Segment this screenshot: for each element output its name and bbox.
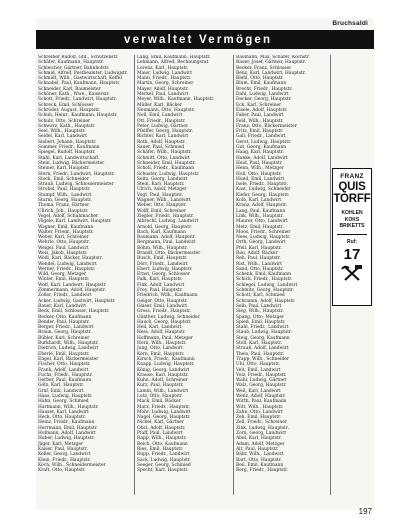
directory-entry: Schuster, Ludwig, Hauptstr.	[137, 171, 200, 177]
directory-entry: Busch, Emil, Hauptstr.	[137, 256, 188, 262]
directory-entry: Hauser, Karl, Landwirt	[38, 409, 89, 415]
ad-line-6: BRIKETTS	[339, 223, 365, 229]
directory-entry: Beck, Emil, Schlosser, Hauptstr.	[38, 309, 110, 315]
directory-entry: Engel, Karl, Bäckermeister	[38, 356, 99, 362]
directory-entry: Bühler, Karl, Schreiner	[38, 335, 90, 341]
ad-phone-number: 17	[343, 246, 361, 264]
directory-entry: Ebert, Ludwig, Hauptstr.	[137, 266, 193, 272]
directory-entry: Biehl, Otto, Hauptstr.	[236, 76, 284, 82]
directory-page	[36, 18, 374, 516]
directory-entry: Ott, Friedr., Hauptstr.	[137, 118, 186, 124]
directory-entry: Lehmann, Alfred, Rechnungsrat	[137, 60, 209, 66]
directory-entry: Bach, Karl, Kaufmann	[137, 229, 186, 235]
directory-entry: Klein, Friedr., Hauptstr.	[38, 457, 91, 463]
directory-entry: Jäger, Karl, Metzger	[38, 441, 84, 447]
directory-entry: Spiegel, Rudolf, Hauptstr.	[38, 150, 96, 156]
directory-entry: Götz, Karl, Hauptstr.	[38, 383, 85, 389]
directory-entry: Bauer, Josef, Gärtner, Hauptstr.	[236, 60, 306, 66]
directory-entry: Bähr, Wilh., Landwirt	[236, 452, 284, 458]
directory-entry: Hanke, Adolf, Landwirt	[236, 155, 288, 161]
directory-entry: Sommer, Friedr., Kaufmann	[38, 145, 100, 151]
directory-entry: Acker, Ludwig, Gastwirt, Hauptstr.	[38, 298, 116, 304]
directory-entry: Reich, Otto, Kaufmann	[137, 441, 188, 447]
directory-entry: Brecht, Friedr., Hauptstr.	[236, 86, 293, 92]
directory-entry: Koch, Wilh., Schneidermeister	[38, 462, 106, 468]
directory-entry: Stahl, Karl, Landwirtschaft	[38, 155, 99, 161]
directory-entry: Mack, Emil, Bäcker	[137, 399, 181, 405]
directory-entry: Keller, Georg, Landwirt	[38, 452, 91, 458]
directory-entry: Stumpf, Wilh., Landwirt	[38, 192, 92, 198]
directory-entry: Marx, Friedr., Hauptstr.	[137, 404, 191, 410]
directory-entry: Fischer, Otto, Hauptstr.	[38, 362, 91, 368]
directory-entry: Maier, Ludwig, Landwirt	[137, 70, 193, 76]
directory-entry: Lamm, Wilh., Landwirt	[137, 388, 189, 394]
directory-entry: Schäfer, Wilh., Hauptstr.	[137, 150, 192, 156]
directory-entry: Stoll, Karl, Hauptstr.	[236, 341, 283, 347]
directory-entry: Orth, Georg, Landwirt	[236, 240, 286, 246]
directory-entry: Weil, Karl, Landwirt	[236, 388, 281, 394]
ad-line-2: QUIS	[338, 181, 366, 193]
directory-entry: Zimmermann, Adolf, Hauptstr.	[38, 288, 106, 294]
page-number: 197	[358, 507, 372, 516]
directory-entry: Hess, Adolf, Hauptstr.	[137, 330, 186, 336]
directory-entry: Nees, Ludwig, Hauptstr.	[236, 235, 291, 241]
directory-entry: Eberle, Emil, Hauptstr.	[38, 351, 90, 357]
publisher-brand: Bruchsaldi	[332, 20, 368, 27]
directory-entry: Thoma, Franz, Gärtner	[38, 203, 90, 209]
directory-entry: Becker, Franz, Schlosser	[236, 65, 292, 71]
directory-entry: Brandt, Otto, Bäckermeister	[137, 250, 201, 256]
directory-entry: Stahl, Friedr., Landwirt	[236, 325, 289, 331]
directory-entry: Herrmann, Emil, Hauptstr.	[38, 425, 98, 431]
directory-entry: Wirth, Paul, Kaufmann	[236, 399, 287, 405]
directory-entry: Dörr, Friedr., Landwirt	[137, 261, 188, 267]
directory-entry: Zell, Friedr., Schreiner	[236, 420, 287, 426]
directory-entry: Wild, Georg, Metzger	[38, 272, 86, 278]
ad-line-7: Ruf:	[347, 238, 357, 245]
directory-entry: Ries, Emil, Hauptstr.	[137, 446, 184, 452]
directory-entry: Zahn, Otto, Landwirt	[236, 409, 283, 415]
directory-entry: Stock, Emil, Schneider	[38, 176, 89, 182]
directory-column-3	[236, 55, 329, 495]
directory-entry: Sieg, Wilh., Hauptstr.	[236, 309, 284, 315]
directory-entry: Straub, Ludwig, Schlossermeister	[38, 182, 114, 188]
directory-entry: Kolb, Karl, Landwirt	[236, 198, 282, 204]
directory-entry: Geiger, Otto, Hauptstr.	[137, 298, 188, 304]
directory-entry: Ulrich, Adolf, Metzger	[137, 187, 187, 193]
directory-entry: Bauer, Karl, Landwirt	[38, 303, 87, 309]
directory-entry: Schott, Karl, Schmied	[236, 293, 285, 299]
ad-rule	[337, 234, 367, 235]
directory-entry: Bart, Otto, Hauptstr.	[236, 457, 282, 463]
directory-entry: Rist, Wilh., Landwirt	[236, 261, 282, 267]
directory-entry: Faber, Paul, Landwirt	[236, 113, 284, 119]
directory-entry: Sauer, Paul, Schmied	[137, 145, 185, 151]
directory-entry: Abel, Karl, Hauptstr.	[236, 436, 282, 442]
directory-entry: Gall, Friedr., Landwirt	[236, 134, 286, 140]
directory-entry: Wahl, Ludwig, Gärtner	[236, 378, 287, 384]
directory-entry: Sturm, Georg, Hauptstr.	[38, 198, 92, 204]
directory-entry: Frey, Paul, Hauptstr.	[137, 288, 183, 294]
directory-entry: Nickel, Karl, Gärtner	[137, 420, 184, 426]
directory-entry: Adam, Adolf, Metzger	[236, 441, 285, 447]
directory-entry: Kuhn, Adolf, Schreiner	[137, 378, 188, 384]
directory-entry: Steiner, Karl, Hauptstr.	[38, 166, 90, 172]
directory-entry: Jung, Otto, Landwirt	[137, 346, 183, 352]
directory-entry: Schneider, Emil, Hauptstr.	[137, 160, 196, 166]
directory-entry: Müller, Karl, Bäcker	[137, 102, 182, 108]
directory-entry: Wendel, Ludwig, Landwirt	[38, 261, 97, 267]
directory-entry: Seitz, Georg, Landwirt	[137, 176, 188, 182]
directory-entry: Stern, Friedr., Landwirt, Hauptstr.	[38, 171, 115, 177]
directory-entry: Metz, Emil, Hauptstr.	[236, 224, 284, 230]
directory-entry: Gut, Georg, Kaufmann	[236, 145, 287, 151]
column-divider	[134, 55, 135, 495]
directory-entry: Hoffmann, Paul, Metzger	[137, 335, 193, 341]
directory-entry: Albrecht, Ludwig, Landwirt	[137, 219, 199, 225]
directory-entry: Schenk, Emil, Kaufmann	[236, 272, 291, 278]
column-divider	[233, 55, 234, 495]
directory-entry: Hauck, Georg, Hauptstr.	[137, 319, 192, 325]
ad-line-4: KOHLEN	[341, 210, 363, 216]
directory-entry: Volz, Friedr., Hauptstr.	[236, 372, 287, 378]
directory-entry: Moos, Friedr., Schreiner	[236, 229, 291, 235]
directory-entry: Ziegler, Friedr., Hauptstr.	[137, 213, 194, 219]
directory-entry: Scholl, Friedr., Kaufmann	[137, 166, 195, 172]
directory-entry: Link, Wilh., Hauptstr.	[236, 213, 284, 219]
directory-entry: Becker, Otto, Kaufmann	[38, 314, 92, 320]
directory-entry: Benz, Karl, Landwirt, Hauptstr.	[236, 70, 306, 76]
directory-entry: Hofmann, Adolf, Landwirt	[38, 431, 96, 437]
directory-entry: Wagner, Emil, Kaufmann	[38, 224, 94, 230]
directory-entry: Schäfer, Kaufmann, Hauptstr.	[38, 60, 104, 66]
directory-entry: Huber, Ludwig, Hauptstr.	[38, 436, 95, 442]
directory-entry: Lutz, Otto, Hauptstr.	[137, 394, 184, 399]
directory-entry: Vogt, Paul, Hauptstr.	[137, 192, 184, 198]
directory-entry: Hund, Emil, Landwirt	[236, 176, 285, 182]
directory-entry: Schramm, Adolf, Hauptstr.	[236, 298, 296, 304]
coal-advertisement	[332, 168, 372, 306]
directory-entry: Burkhardt, Wilh., Hauptstr.	[38, 341, 99, 347]
directory-column-1	[38, 55, 131, 495]
directory-entry: Haas, Ludwig, Hauptstr.	[38, 394, 93, 399]
directory-entry: Kaiser, Paul, Hauptstr.	[38, 446, 88, 452]
ad-line-1: FRANZ	[340, 173, 364, 180]
directory-entry: Kraft, Otto, Hauptstr.	[38, 468, 86, 474]
directory-entry: König, Georg, Landwirt	[137, 367, 190, 373]
directory-entry: Lorenz, Karl, Hauptstr.	[137, 65, 189, 71]
directory-entry: Schott, Friedr., Landwirt, Hauptstr.	[38, 97, 117, 103]
directory-entry: Rupp, Friedr., Landwirt	[137, 452, 190, 458]
directory-entry: Walter, Friedr., Hauptstr.	[38, 229, 94, 235]
directory-entry: Eck, Karl, Schreiner	[236, 102, 282, 108]
directory-entry: Schuh, Heinr., Kaufmann, Hauptstr.	[38, 113, 118, 119]
directory-entry: Weigel, Paul, Landwirt	[38, 245, 89, 251]
directory-entry: Kast, Ludwig, Schneider	[236, 187, 291, 193]
directory-entry: Sack, Ludwig, Hauptstr.	[137, 457, 191, 463]
directory-entry: Specht, Karl, Hauptstr.	[137, 468, 189, 474]
directory-entry: Schreiber Rudolf, Gfd., Schützenstr.	[38, 55, 119, 60]
directory-entry: Siebert, Johann, Hauptstr.	[38, 139, 97, 145]
directory-entry: Braun, Georg, Hauptstr.	[38, 330, 92, 336]
directory-entry: Mayer, Adolf, Hauptstr.	[137, 86, 189, 92]
directory-entry: Spieß, Emil, Hauptstr.	[236, 319, 286, 325]
directory-entry: Schwarz, Kath., Hauptstr.	[38, 123, 96, 129]
directory-entry: Meyer, Wilh., Kaufmann, Hauptstr.	[137, 97, 215, 103]
directory-entry: Maurer, Otto, Landwirt	[236, 219, 288, 225]
directory-entry: Vögele, Karl, Landwirt, Hauptstr.	[38, 219, 112, 225]
directory-entry: Uhl, Otto, Hauptstr.	[236, 362, 281, 368]
directory-entry: Kirsch, Friedr., Kaufmann	[137, 356, 195, 362]
directory-entry: Richter, Karl, Landwirt	[137, 134, 189, 140]
directory-entry: Blum, Emil, Kaufmann	[236, 81, 287, 87]
directory-entry: Pfaff, Paul, Landwirt	[137, 431, 183, 437]
directory-entry: Peter, Ludwig, Gärtner	[137, 123, 188, 129]
directory-entry: Stein, Ludwig, Bäckermeister	[38, 160, 105, 166]
directory-entry: Böhm, Wilh., Hauptstr.	[137, 245, 188, 251]
directory-entry: Schnabel, Paul, Kaufmann, Hauptstr.	[38, 81, 121, 87]
directory-entry: Seib, Paul, Landwirt	[236, 303, 282, 309]
directory-entry: Wenz, Adolf, Hauptstr.	[236, 394, 286, 399]
directory-entry: Kurz, Paul, Hauptstr.	[137, 383, 184, 389]
directory-entry: Günther, Ludwig, Schneider	[137, 314, 200, 320]
directory-entry: Schmitz, Georg, Hauptstr.	[236, 288, 295, 294]
directory-entry: Schulz, Otto, Schreiner	[38, 118, 91, 124]
directory-entry: Kranz, Adolf, Hauptstr.	[236, 203, 288, 209]
directory-entry: Berg, Friedr., Hauptstr.	[236, 468, 289, 474]
directory-entry: Zorn, Georg, Landwirt	[236, 431, 287, 437]
directory-entry: Isele, Friedr., Hauptstr.	[236, 182, 289, 188]
directory-entry: Holl, Otto, Hauptstr.	[236, 171, 282, 177]
directory-entry: Ernst, Georg, Schlosser	[137, 272, 190, 278]
directory-entry: Reh, Paul, Hauptstr.	[236, 256, 281, 262]
directory-entry: Feld, Wilh., Hauptstr.	[236, 118, 284, 124]
directory-entry: Werner, Friedr., Hauptstr.	[38, 266, 96, 272]
directory-entry: Nagel, Georg, Hauptstr.	[137, 415, 191, 421]
directory-entry: Ullrich, Joh., Hauptstr.	[38, 208, 89, 214]
directory-entry: Schick, Friedr., Hauptstr.	[236, 277, 293, 283]
directory-entry: Schreck, Emil, Schlosser	[38, 102, 94, 108]
directory-entry: Gross, Friedr., Hauptstr.	[137, 309, 192, 315]
directory-entry: Baumann, Adolf, Hauptstr.	[137, 235, 197, 241]
section-banner	[36, 30, 374, 49]
directory-entry: Sand, Otto, Hauptstr.	[236, 266, 284, 272]
directory-entry: Kern, Emil, Hauptstr.	[137, 351, 185, 357]
directory-entry: Weber, Karl, Schreiner	[38, 235, 89, 241]
directory-entry: Falk, Karl, Hauptstr.	[137, 277, 183, 283]
directory-entry: Gerst, Ludwig, Hauptstr.	[236, 139, 292, 145]
directory-entry: Hahn, Georg, Schmied	[38, 399, 89, 405]
directory-entry: Weber, Otto, Hauptstr.	[137, 203, 188, 209]
directory-entry: Schöner, Kath., Wwe., Kaiserstr.	[38, 92, 110, 98]
directory-entry: Heid, Paul, Hauptstr.	[236, 160, 283, 166]
directory-entry: Wolf, Karl, Landwirt, Hauptstr.	[38, 282, 107, 288]
directory-entry: Theis, Paul, Hauptstr.	[236, 351, 285, 357]
directory-entry: Veit, Emil, Landwirt	[236, 367, 281, 373]
directory-entry: Gerber, Paul, Kaufmann	[38, 378, 92, 384]
directory-entry: Rapp, Wilh., Hauptstr.	[137, 436, 187, 442]
directory-column-2	[137, 55, 230, 495]
ad-line-3: TORFF	[333, 193, 371, 205]
directory-entry: Frank, Adolf, Landwirt	[38, 367, 89, 373]
directory-entry: Schröder, August, Hauptstr.	[38, 107, 101, 113]
directory-entry: Obst, Adolf, Hauptstr.	[137, 425, 186, 431]
directory-entry: Dahl, Ludwig, Landwirt	[236, 92, 289, 98]
directory-entry: Heck, Otto, Hauptstr.	[38, 415, 86, 421]
directory-entry: Strauß, Adolf, Landwirt	[236, 346, 289, 352]
directory-entry: Neumann, Otto, Hauptstr.	[137, 107, 195, 113]
directory-entry: Pfeil, Karl, Hauptstr.	[236, 245, 282, 251]
directory-entry: Hartmann, Wilh., Hauptstr.	[38, 404, 99, 410]
directory-entry: Decker, Georg, Hauptstr.	[236, 97, 292, 103]
section-title: verwaltet Vermögen	[124, 33, 273, 46]
directory-entry: Krause, Karl, Hauptstr.	[137, 372, 189, 378]
directory-entry: Zink, Ludwig, Hauptstr.	[236, 425, 289, 431]
directory-entry: Martin, Georg, Schreiner	[137, 81, 194, 87]
directory-entry: Schlegel, Ludwig, Landwirt	[236, 282, 298, 288]
directory-entry: Strobel, Paul, Hauptstr.	[38, 187, 91, 193]
directory-entry: Baumann, Max, Schäfer, Kochstr.	[236, 55, 310, 60]
directory-entry: Mohr, Ludwig, Landwirt	[137, 409, 191, 415]
directory-entry: Dietrich, Ludwig, Landwirt	[38, 346, 99, 352]
directory-entry: Heinz, Friedr., Kaufmann	[38, 420, 95, 426]
directory-entry: Glaser, Emil, Landwirt	[137, 303, 187, 309]
directory-entry: Witt, Wilh., Hauptstr.	[236, 404, 284, 410]
directory-entry: Vogel, Adolf, Schuhmacher	[38, 213, 99, 219]
column-divider	[330, 55, 331, 495]
directory-entry: Wolff, Emil, Schreiner	[137, 208, 186, 214]
directory-entry: Graf, Emil, Landwirt	[38, 388, 84, 394]
directory-entry: Alt, Paul, Hauptstr.	[236, 446, 279, 452]
directory-entry: Fink, Adolf, Landwirt	[137, 282, 185, 288]
directory-entry: Spang, Otto, Metzger	[236, 314, 285, 320]
directory-entry: Schleicher, Gärtner, Bahnhofstr.	[38, 65, 110, 71]
directory-entry: Weiß, Karl, Bäcker, Hauptstr.	[38, 256, 103, 262]
directory-entry: Franz, Otto, Bäckermeister	[236, 123, 297, 129]
directory-entry: Trapp, Wilh., Schneider	[236, 356, 289, 362]
directory-entry: Pfeiffer, Georg, Hauptstr.	[137, 129, 194, 135]
directory-entry: Eisele, Adolf, Hauptstr.	[236, 107, 288, 113]
ad-line-5: KOKS	[344, 216, 360, 223]
directory-columns	[36, 55, 374, 495]
directory-entry: Henn, Wilh., Metzger	[236, 166, 284, 172]
directory-entry: Winter, Emil, Hauptstr.	[38, 277, 90, 283]
directory-entry: Bergmann, Paul, Landwirt	[137, 240, 196, 246]
directory-entry: Steig, Georg, Kaufmann	[236, 335, 290, 341]
directory-entry: Lang, Paul, Kaufmann	[236, 208, 286, 214]
directory-entry: Roth, Adolf, Hauptstr.	[137, 139, 186, 145]
directory-entry: Seel, Wilh., Hauptstr.	[38, 129, 86, 135]
directory-entry: Beil, Emil, Kaufmann	[236, 462, 284, 468]
hammer-and-pick-icon	[341, 265, 363, 281]
directory-entry: Arnold, Georg, Hauptstr.	[137, 224, 193, 230]
directory-entry: Walz, Georg, Hauptstr.	[236, 383, 287, 389]
directory-entry: Fritz, Emil, Hauptstr.	[236, 129, 284, 135]
directory-entry: Merkel, Paul, Landwirt	[137, 92, 189, 98]
directory-entry: Mann, Friedr., Hauptstr.	[137, 76, 192, 82]
directory-entry: Lang, Emil, Kaufmann, Hauptstr.	[137, 55, 211, 60]
directory-entry: Wagner, Wilh., Landwirt	[137, 198, 191, 204]
directory-entry: Knapp, Ludwig, Hauptstr.	[137, 362, 195, 368]
directory-entry: Zeh, Emil, Hauptstr.	[236, 415, 282, 421]
directory-entry: Heil, Karl, Landwirt	[137, 325, 182, 331]
directory-entry: Fuchs, Friedr., Hauptstr.	[38, 372, 93, 378]
directory-entry: Horn, Wilh., Hauptstr.	[137, 341, 187, 347]
directory-entry: Seeger, Georg, Schmied	[137, 462, 191, 468]
directory-entry: Stein, Karl, Hauptstr.	[137, 182, 185, 188]
directory-entry: Friedrich, Wilh., Kaufmann	[137, 293, 198, 299]
directory-entry: Schmitt, Otto, Landwirt	[137, 155, 190, 161]
directory-entry: Schmidt, Wilh., Gastwirtschaft, Keffel	[38, 76, 122, 82]
directory-entry: Schneider, Karl, Baumeister	[38, 86, 101, 92]
directory-entry: Haag, Karl, Hauptstr.	[236, 150, 284, 156]
directory-entry: Wehrle, Otto, Hauptstr.	[38, 240, 90, 246]
directory-entry: Noll, Emil, Landwirt	[137, 113, 183, 119]
directory-entry: Zoller, Friedr., Landwirt	[38, 293, 92, 299]
directory-entry: Staub, Ludwig, Hauptstr.	[236, 330, 293, 336]
directory-entry: Schmid, Alfred, Postbeamter, Ludwigstr.	[38, 70, 128, 76]
directory-entry: Berger, Friedr., Landwirt	[38, 325, 94, 331]
directory-entry: Weis, Jakob, Hauptstr.	[38, 250, 88, 256]
directory-entry: Bender, Paul, Hauptstr.	[38, 319, 90, 325]
directory-entry: Seidel, Karl, Landwirt	[38, 134, 88, 140]
directory-entry: Kiefer, Georg, Hauptstr.	[236, 192, 290, 198]
directory-entry: Rau, Adolf, Bäcker	[236, 250, 278, 256]
